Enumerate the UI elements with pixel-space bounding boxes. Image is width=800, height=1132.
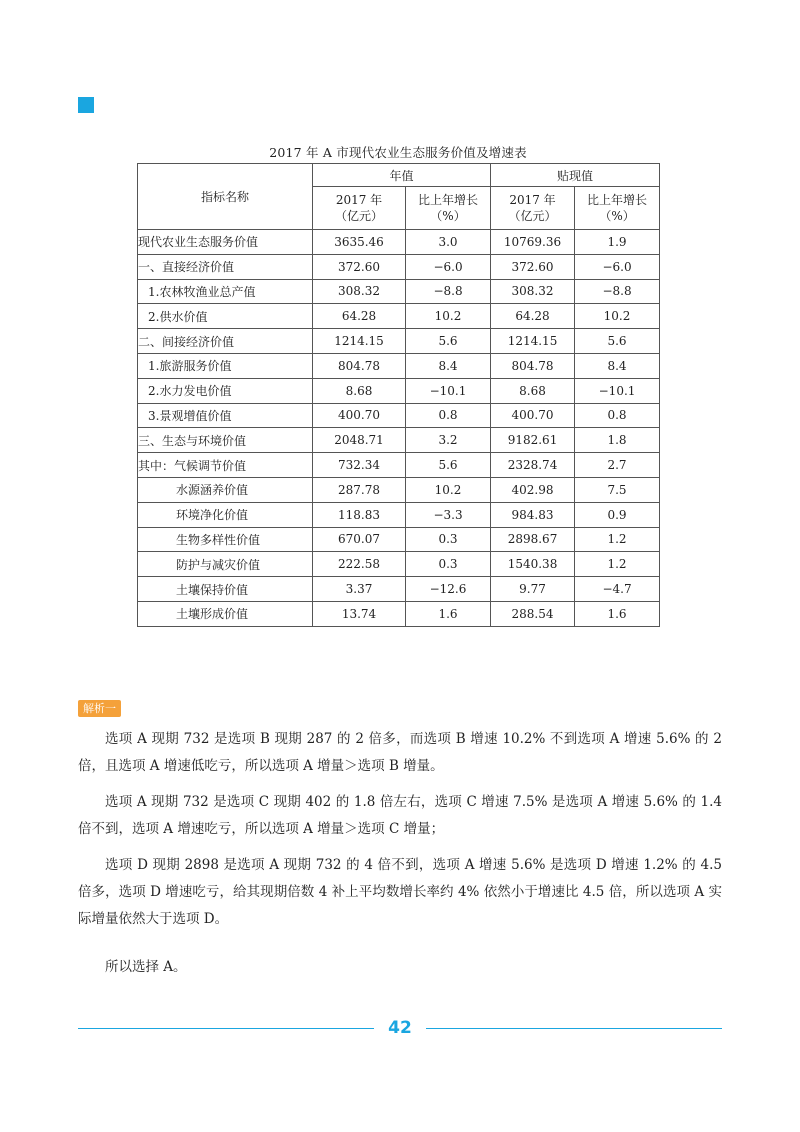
row-annual-growth: 8.4 — [406, 353, 491, 378]
row-annual-growth: 5.6 — [406, 329, 491, 354]
row-annual-growth: 1.6 — [406, 601, 491, 626]
row-annual-value: 118.83 — [313, 502, 406, 527]
row-name: 环境净化价值 — [138, 502, 313, 527]
header-discounted-2017: 2017 年 （亿元） — [491, 187, 575, 230]
header-indicator: 指标名称 — [138, 164, 313, 230]
analysis-paragraph-1: 选项 A 现期 732 是选项 B 现期 287 的 2 倍多，而选项 B 增速 10.2% 不到选项 A 增速 5.6% 的 2 倍，且选项 A 增速低吃亏，所以选项 A 增量＞选项 B 增量。 — [78, 731, 722, 774]
table-row — [138, 453, 660, 478]
row-discounted-value: 804.78 — [491, 353, 575, 378]
footer-divider-left — [78, 1028, 374, 1029]
row-annual-value: 670.07 — [313, 527, 406, 552]
table-row — [138, 502, 660, 527]
table-title: 2017 年 A 市现代农业生态服务价值及增速表 — [269, 145, 527, 160]
row-discounted-value: 372.60 — [491, 254, 575, 279]
row-annual-growth: −6.0 — [406, 254, 491, 279]
row-annual-growth: −10.1 — [406, 378, 491, 403]
row-discounted-growth: 0.9 — [575, 502, 660, 527]
row-annual-growth: 5.6 — [406, 453, 491, 478]
row-annual-value: 2048.71 — [313, 428, 406, 453]
table-row — [138, 527, 660, 552]
row-name: 1.旅游服务价值 — [138, 353, 313, 378]
row-name: 2.水力发电价值 — [138, 378, 313, 403]
analysis-paragraph-2: 选项 A 现期 732 是选项 C 现期 402 的 1.8 倍左右，选项 C 增速 7.5% 是选项 A 增速 5.6% 的 1.4 倍不到，选项 A 增速吃亏，所以选项 A 增量＞选项 C 增量； — [78, 794, 722, 837]
row-discounted-value: 2898.67 — [491, 527, 575, 552]
row-discounted-growth: 0.8 — [575, 403, 660, 428]
table-row — [138, 403, 660, 428]
row-discounted-growth: 5.6 — [575, 329, 660, 354]
row-name: 三、生态与环境价值 — [138, 428, 313, 453]
table-row — [138, 601, 660, 626]
row-name: 3.景观增值价值 — [138, 403, 313, 428]
table-row — [138, 378, 660, 403]
analysis-badge: 解析一 — [78, 700, 121, 717]
row-discounted-value: 984.83 — [491, 502, 575, 527]
row-annual-value: 222.58 — [313, 552, 406, 577]
page-number: 42 — [388, 1018, 412, 1038]
table-row — [138, 428, 660, 453]
row-discounted-growth: −10.1 — [575, 378, 660, 403]
row-discounted-value: 1214.15 — [491, 329, 575, 354]
row-annual-growth: −12.6 — [406, 577, 491, 602]
row-discounted-value: 9182.61 — [491, 428, 575, 453]
row-annual-value: 3.37 — [313, 577, 406, 602]
row-name: 2.供水价值 — [138, 304, 313, 329]
row-discounted-value: 10769.36 — [491, 230, 575, 255]
table-row — [138, 353, 660, 378]
row-name: 防护与减灾价值 — [138, 552, 313, 577]
header-annual-growth: 比上年增长 （%） — [406, 187, 491, 230]
row-name: 生物多样性价值 — [138, 527, 313, 552]
row-annual-growth: 3.0 — [406, 230, 491, 255]
row-discounted-growth: 1.8 — [575, 428, 660, 453]
row-annual-growth: −8.8 — [406, 279, 491, 304]
row-discounted-growth: 1.2 — [575, 552, 660, 577]
row-discounted-growth: 8.4 — [575, 353, 660, 378]
row-discounted-growth: 2.7 — [575, 453, 660, 478]
row-name: 土壤形成价值 — [138, 601, 313, 626]
row-annual-growth: 0.3 — [406, 527, 491, 552]
row-discounted-growth: −6.0 — [575, 254, 660, 279]
row-annual-value: 804.78 — [313, 353, 406, 378]
corner-square-decoration — [78, 97, 94, 113]
row-discounted-value: 2328.74 — [491, 453, 575, 478]
analysis-paragraph-4: 所以选择 A。 — [105, 959, 187, 975]
header-discounted: 贴现值 — [491, 164, 660, 187]
row-annual-growth: 3.2 — [406, 428, 491, 453]
row-annual-growth: 0.8 — [406, 403, 491, 428]
header-annual: 年值 — [313, 164, 491, 187]
table-row — [138, 254, 660, 279]
table-row — [138, 279, 660, 304]
row-discounted-growth: 1.9 — [575, 230, 660, 255]
table-row — [138, 329, 660, 354]
row-annual-growth: 10.2 — [406, 477, 491, 502]
row-annual-value: 400.70 — [313, 403, 406, 428]
row-annual-value: 13.74 — [313, 601, 406, 626]
row-name: 水源涵养价值 — [138, 477, 313, 502]
row-discounted-value: 64.28 — [491, 304, 575, 329]
row-discounted-value: 308.32 — [491, 279, 575, 304]
row-discounted-value: 1540.38 — [491, 552, 575, 577]
row-discounted-value: 8.68 — [491, 378, 575, 403]
row-discounted-value: 288.54 — [491, 601, 575, 626]
row-annual-value: 1214.15 — [313, 329, 406, 354]
row-annual-value: 3635.46 — [313, 230, 406, 255]
analysis-paragraph-3: 选项 D 现期 2898 是选项 A 现期 732 的 4 倍不到，选项 A 增速 5.6% 是选项 D 增速 1.2% 的 4.5 倍多，选项 D 增速吃亏，给其现期倍数 4 补上平均数增长率约 4% 依然小于增速比 4.5 倍，所以选项 A 实际增量依然大于选项 D。 — [78, 857, 722, 927]
header-discounted-growth: 比上年增长 （%） — [575, 187, 660, 230]
table-row — [138, 477, 660, 502]
row-discounted-value: 400.70 — [491, 403, 575, 428]
row-discounted-value: 9.77 — [491, 577, 575, 602]
row-name: 一、直接经济价值 — [138, 254, 313, 279]
row-annual-value: 8.68 — [313, 378, 406, 403]
row-discounted-growth: 7.5 — [575, 477, 660, 502]
row-annual-value: 372.60 — [313, 254, 406, 279]
table-row — [138, 552, 660, 577]
footer-divider-right — [426, 1028, 722, 1029]
row-discounted-growth: 10.2 — [575, 304, 660, 329]
row-name: 现代农业生态服务价值 — [138, 230, 313, 255]
row-discounted-growth: −4.7 — [575, 577, 660, 602]
row-discounted-growth: 1.6 — [575, 601, 660, 626]
row-annual-growth: 0.3 — [406, 552, 491, 577]
table-row — [138, 304, 660, 329]
table-row — [138, 577, 660, 602]
row-discounted-growth: 1.2 — [575, 527, 660, 552]
data-table — [137, 163, 660, 627]
row-name: 土壤保持价值 — [138, 577, 313, 602]
table-row — [138, 230, 660, 255]
row-name: 其中：气候调节价值 — [138, 453, 313, 478]
row-discounted-value: 402.98 — [491, 477, 575, 502]
row-annual-value: 308.32 — [313, 279, 406, 304]
row-name: 1.农林牧渔业总产值 — [138, 279, 313, 304]
header-annual-2017: 2017 年 （亿元） — [313, 187, 406, 230]
row-annual-value: 287.78 — [313, 477, 406, 502]
row-annual-value: 732.34 — [313, 453, 406, 478]
row-annual-growth: −3.3 — [406, 502, 491, 527]
row-name: 二、间接经济价值 — [138, 329, 313, 354]
row-discounted-growth: −8.8 — [575, 279, 660, 304]
row-annual-growth: 10.2 — [406, 304, 491, 329]
row-annual-value: 64.28 — [313, 304, 406, 329]
